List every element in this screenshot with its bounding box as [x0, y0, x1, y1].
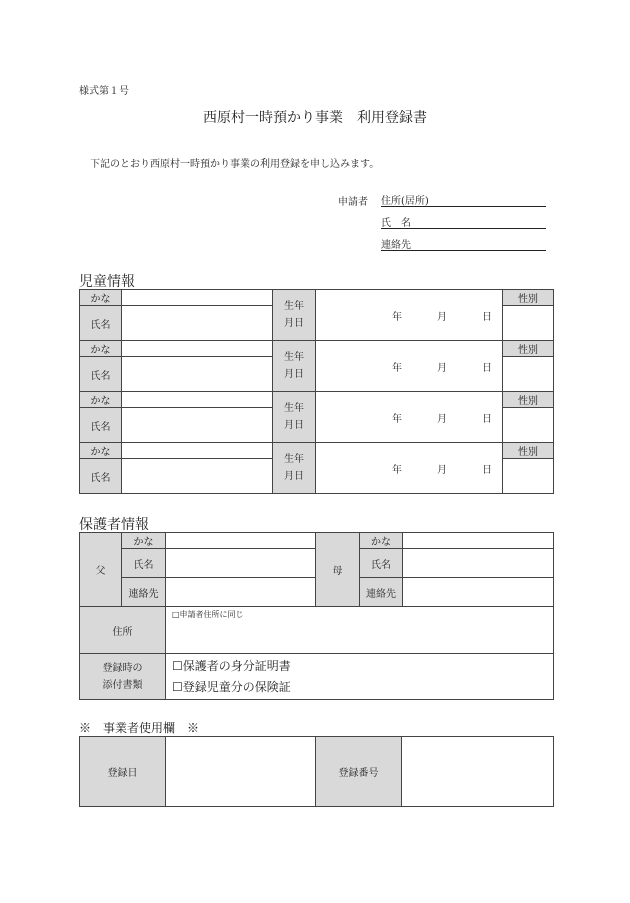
children-section-heading: 児童情報 — [79, 274, 135, 290]
day-label: 日 — [482, 413, 492, 425]
child-row — [80, 392, 554, 408]
applicant-name-field[interactable] — [381, 214, 546, 229]
child-gender-field[interactable] — [503, 408, 554, 443]
mother-contact-label: 連絡先 — [360, 578, 403, 607]
father-kana-label: かな — [122, 533, 166, 549]
attachments-label — [80, 654, 166, 700]
mother-label: 母 — [316, 533, 360, 607]
father-contact-field[interactable] — [166, 578, 316, 607]
mother-contact-field[interactable] — [403, 578, 554, 607]
month-label: 月 — [437, 362, 447, 374]
child-row — [80, 443, 554, 459]
child-gender-label: 性別 — [503, 443, 554, 459]
father-name-label: 氏名 — [122, 549, 166, 578]
child-birthdate-field[interactable] — [316, 341, 503, 392]
child-gender-field[interactable] — [503, 306, 554, 341]
child-name-field[interactable] — [122, 357, 273, 392]
registration-number-label: 登録番号 — [316, 737, 402, 807]
guardian-table — [79, 532, 554, 700]
child-name-field[interactable] — [122, 408, 273, 443]
children-table — [79, 289, 554, 494]
same-address-checkbox[interactable]: □申請者住所に同じ — [172, 610, 244, 619]
month-label: 月 — [437, 413, 447, 425]
mother-kana-field[interactable] — [403, 533, 554, 549]
child-name-field[interactable] — [122, 306, 273, 341]
child-birth-label-line1: 生年 — [284, 301, 304, 312]
guardian-address-field[interactable] — [166, 607, 554, 654]
child-gender-field[interactable] — [503, 459, 554, 494]
father-kana-field[interactable] — [166, 533, 316, 549]
child-kana-label: かな — [80, 392, 122, 408]
applicant-contact-label: 連絡先 — [381, 240, 411, 251]
attachments-field — [166, 654, 554, 700]
child-birth-label — [273, 443, 316, 494]
child-name-label: 氏名 — [80, 306, 122, 341]
year-label: 年 — [392, 464, 402, 476]
child-birth-label-line1: 生年 — [284, 352, 304, 363]
year-label: 年 — [392, 311, 402, 323]
child-birth-label-line1: 生年 — [284, 454, 304, 465]
month-label: 月 — [437, 311, 447, 323]
page-title: 西原村一時預かり事業 利用登録書 — [203, 110, 427, 126]
child-birth-label-line1: 生年 — [284, 403, 304, 414]
attachment-insurance-checkbox[interactable]: ☐登録児童分の保険証 — [172, 679, 291, 694]
day-label: 日 — [482, 362, 492, 374]
child-birthdate-field[interactable] — [316, 443, 503, 494]
child-row — [80, 341, 554, 357]
child-birth-label-line2: 月日 — [284, 471, 304, 482]
child-gender-label: 性別 — [503, 290, 554, 306]
mother-name-label: 氏名 — [360, 549, 403, 578]
child-birth-label-line2: 月日 — [284, 420, 304, 431]
attachments-label-line1: 登録時の — [102, 662, 143, 674]
child-kana-field[interactable] — [122, 290, 273, 306]
guardian-address-label: 住所 — [80, 607, 166, 654]
child-name-field[interactable] — [122, 459, 273, 494]
applicant-name-label: 氏 名 — [381, 218, 411, 229]
applicant-contact-field[interactable] — [381, 236, 546, 251]
child-birthdate-field[interactable] — [316, 392, 503, 443]
child-kana-field[interactable] — [122, 341, 273, 357]
mother-kana-label: かな — [360, 533, 403, 549]
child-name-label: 氏名 — [80, 459, 122, 494]
year-label: 年 — [392, 413, 402, 425]
child-kana-field[interactable] — [122, 443, 273, 459]
registration-date-field[interactable] — [166, 737, 316, 807]
child-row — [80, 290, 554, 306]
child-birth-label-line2: 月日 — [284, 318, 304, 329]
mother-name-field[interactable] — [403, 549, 554, 578]
child-birth-label-line2: 月日 — [284, 369, 304, 380]
father-name-field[interactable] — [166, 549, 316, 578]
form-number: 様式第１号 — [79, 86, 129, 97]
child-birthdate-field[interactable] — [316, 290, 503, 341]
year-label: 年 — [392, 362, 402, 374]
child-gender-label: 性別 — [503, 392, 554, 408]
child-kana-label: かな — [80, 341, 122, 357]
office-section-heading: ※ 事業者使用欄 ※ — [79, 721, 200, 735]
child-name-label: 氏名 — [80, 408, 122, 443]
child-birth-label — [273, 392, 316, 443]
applicant-address-label: 住所(居所) — [381, 196, 429, 207]
office-table — [79, 736, 554, 807]
registration-number-field[interactable] — [402, 737, 554, 807]
day-label: 日 — [482, 311, 492, 323]
attachment-id-checkbox[interactable]: ☐保護者の身分証明書 — [172, 658, 291, 673]
applicant-label: 申請者 — [338, 197, 368, 208]
month-label: 月 — [437, 464, 447, 476]
child-name-label: 氏名 — [80, 357, 122, 392]
child-kana-field[interactable] — [122, 392, 273, 408]
applicant-address-field[interactable] — [381, 192, 546, 207]
child-gender-label: 性別 — [503, 341, 554, 357]
child-kana-label: かな — [80, 290, 122, 306]
child-birth-label — [273, 341, 316, 392]
intro-text: 下記のとおり西原村一時預かり事業の利用登録を申し込みます。 — [90, 159, 380, 170]
child-kana-label: かな — [80, 443, 122, 459]
father-label: 父 — [80, 533, 122, 607]
attachments-label-line2: 添付書類 — [102, 679, 143, 691]
child-birth-label — [273, 290, 316, 341]
father-contact-label: 連絡先 — [122, 578, 166, 607]
child-gender-field[interactable] — [503, 357, 554, 392]
guardian-section-heading: 保護者情報 — [79, 517, 149, 533]
day-label: 日 — [482, 464, 492, 476]
registration-date-label: 登録日 — [80, 737, 166, 807]
